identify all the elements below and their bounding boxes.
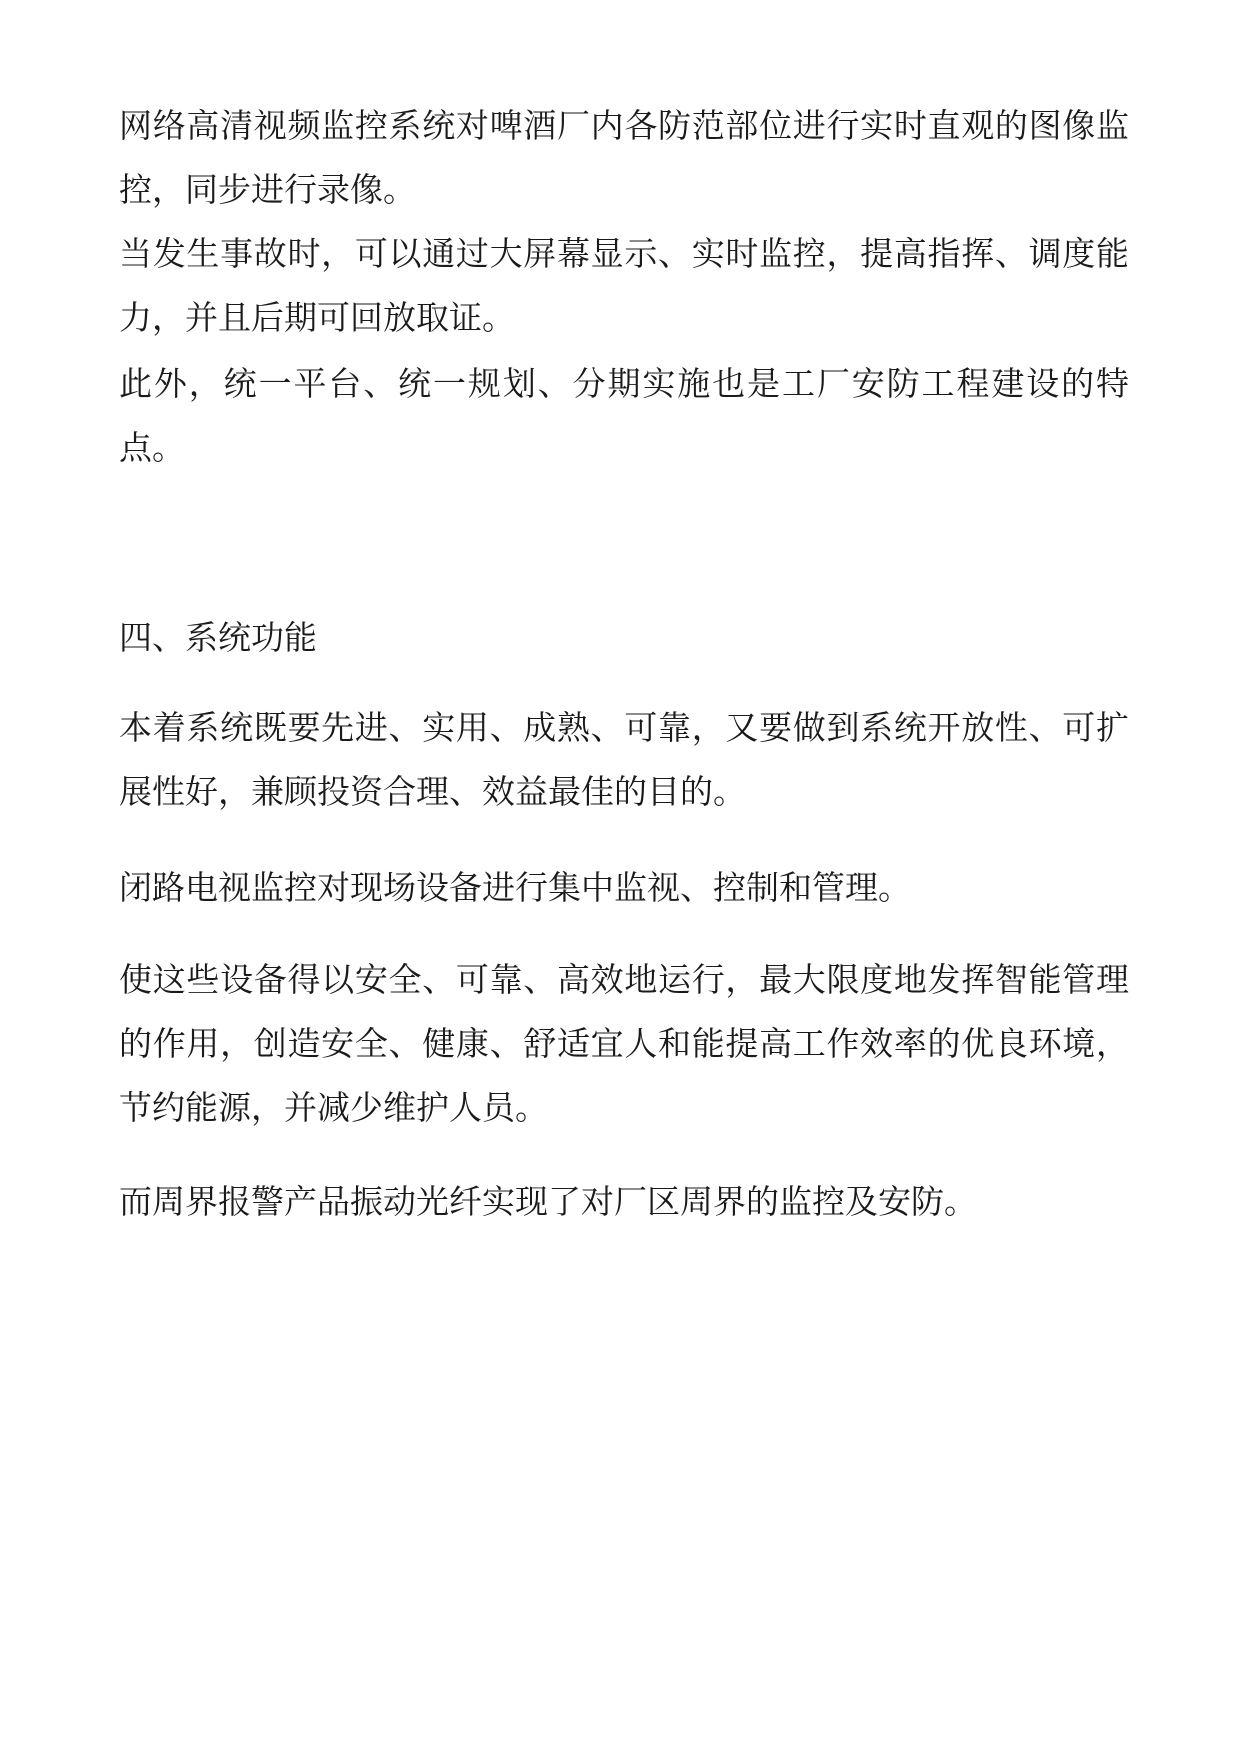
paragraph-perimeter-alarm: 而周界报警产品振动光纤实现了对厂区周界的监控及安防。 xyxy=(119,1182,977,1221)
paragraph-incident-response: 当发生事故时，可以通过大屏幕显示、实时监控，提高指挥、调度能力，并且后期可回放取证。 xyxy=(119,234,1129,337)
paragraph-device-operation: 使这些设备得以安全、可靠、高效地运行，最大限度地发挥智能管理的作用，创造安全、健康、舒适宜人和能提高工作效率的优良环境，节约能源，并减少维护人员。 xyxy=(119,960,1129,1127)
paragraph-design-goals: 本着系统既要先进、实用、成熟、可靠，又要做到系统开放性、可扩展性好，兼顾投资合理、效益最佳的目的。 xyxy=(119,708,1129,811)
paragraph-cctv-management: 闭路电视监控对现场设备进行集中监视、控制和管理。 xyxy=(119,868,911,907)
section-heading-system-functions: 四、系统功能 xyxy=(119,618,317,657)
paragraph-project-features: 此外，统一平台、统一规划、分期实施也是工厂安防工程建设的特点。 xyxy=(119,364,1129,467)
paragraph-surveillance-overview: 网络高清视频监控系统对啤酒厂内各防范部位进行实时直观的图像监控，同步进行录像。 xyxy=(119,106,1129,209)
